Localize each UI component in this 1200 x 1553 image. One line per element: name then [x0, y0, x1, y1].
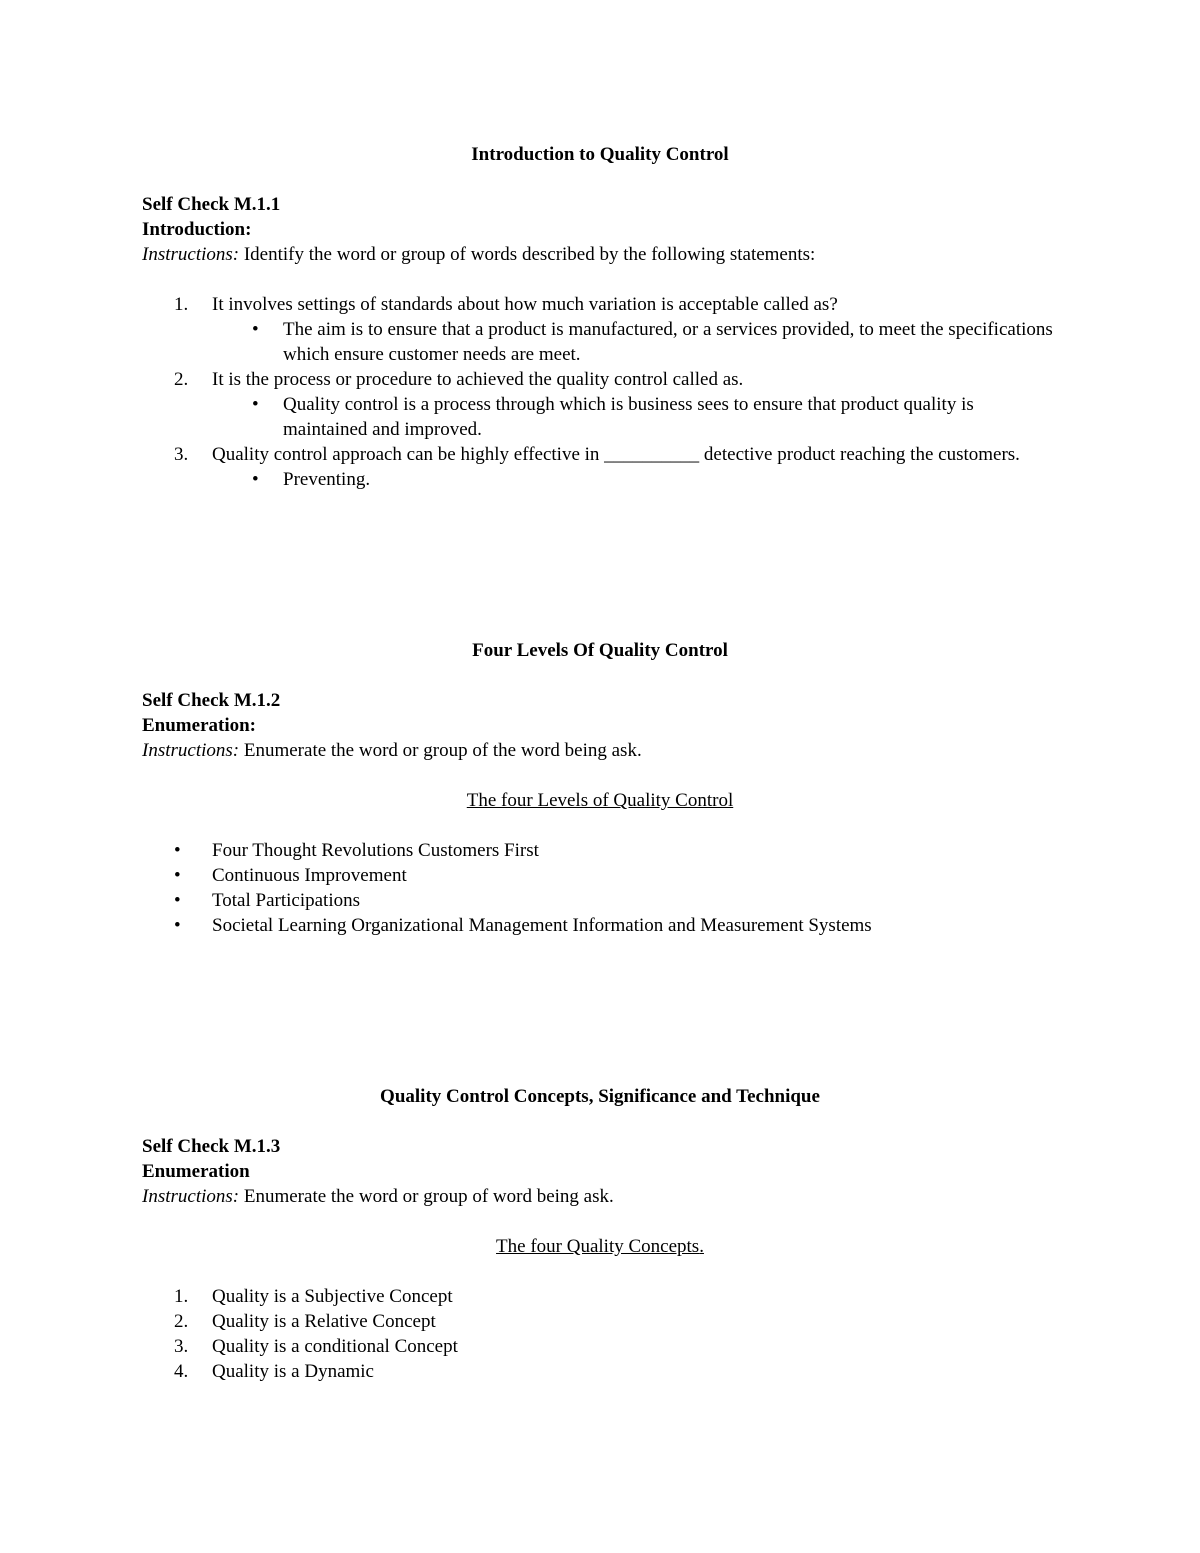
list-item: [142, 838, 1058, 863]
answer-text: The aim is to ensure that a product is manufactured, or a services provided, to meet the specifications which ensure customer needs are meet.: [283, 319, 1053, 365]
question-number: 1.: [174, 294, 189, 315]
list-subheading-text: The four Quality Concepts: [496, 1236, 700, 1257]
instructions: [142, 738, 1058, 763]
instructions-text: Enumerate the word or group of word being ask.: [239, 1186, 614, 1207]
bullet-icon: •: [252, 469, 259, 490]
item-number: 2.: [174, 1311, 189, 1332]
answer-list: [212, 317, 1058, 367]
list-item-text: Four Thought Revolutions Customers First: [212, 840, 539, 861]
list-item: [142, 863, 1058, 888]
answer-list: [212, 392, 1058, 442]
question-item: [142, 367, 1058, 442]
answer-item: [142, 467, 1058, 492]
list-item: [142, 1334, 1058, 1359]
answer-text: Quality control is a process through which is business sees to ensure that product quality is maintained and improved.: [283, 394, 974, 440]
question-item: [142, 292, 1058, 367]
section-title: Four Levels Of Quality Control: [472, 640, 728, 661]
self-check-label: Self Check M.1.2: [142, 690, 281, 711]
instructions-text: Identify the word or group of words described by the following statements:: [239, 244, 816, 265]
self-check-label: Self Check M.1.1: [142, 194, 281, 215]
list-item-text: Quality is a Dynamic: [212, 1361, 374, 1382]
answer-list: [212, 467, 1058, 492]
item-number: 1.: [174, 1286, 189, 1307]
section-title: Quality Control Concepts, Significance and Technique: [380, 1086, 820, 1107]
question-text: It involves settings of standards about how much variation is acceptable called as?: [212, 294, 838, 315]
instructions: [142, 1184, 1058, 1209]
bullet-icon: •: [174, 915, 181, 936]
instructions-text: Enumerate the word or group of the word being ask.: [239, 740, 642, 761]
question-list: [142, 292, 1058, 492]
list-subheading: [142, 1234, 1058, 1259]
list-item-text: Continuous Improvement: [212, 865, 407, 886]
bullet-icon: •: [174, 890, 181, 911]
bullet-icon: •: [174, 865, 181, 886]
list-item: [142, 1309, 1058, 1334]
instructions-lead: Instructions:: [142, 740, 240, 761]
list-item-text: Quality is a conditional Concept: [212, 1336, 458, 1357]
bullet-icon: •: [252, 319, 259, 340]
answer-text: Preventing.: [283, 469, 371, 490]
bullet-icon: •: [252, 394, 259, 415]
levels-list: [142, 838, 1058, 938]
bullet-icon: •: [174, 840, 181, 861]
instructions: [142, 242, 1058, 267]
instructions-lead: Instructions:: [142, 244, 240, 265]
list-item: [142, 1284, 1058, 1309]
question-type-label: Introduction:: [142, 219, 252, 240]
list-subheading-period: .: [699, 1236, 704, 1257]
list-item: [142, 888, 1058, 913]
question-item: [142, 442, 1058, 492]
question-type-label: Enumeration:: [142, 715, 256, 736]
list-item: [142, 1359, 1058, 1384]
question-type-label: Enumeration: [142, 1161, 250, 1182]
section-title: Introduction to Quality Control: [471, 144, 729, 165]
answer-item: [142, 392, 1058, 442]
section-four-levels: [142, 638, 1058, 938]
list-item-text: Quality is a Subjective Concept: [212, 1286, 453, 1307]
question-text: Quality control approach can be highly effective in __________ detective product reaching the customers.: [212, 444, 1020, 465]
concepts-list: [142, 1284, 1058, 1384]
question-number: 3.: [174, 444, 189, 465]
item-number: 3.: [174, 1336, 189, 1357]
instructions-lead: Instructions:: [142, 1186, 240, 1207]
section-introduction: [142, 142, 1058, 492]
list-subheading: The four Levels of Quality Control: [466, 790, 734, 811]
self-check-label: Self Check M.1.3: [142, 1136, 281, 1157]
item-number: 4.: [174, 1361, 189, 1382]
list-item-text: Quality is a Relative Concept: [212, 1311, 436, 1332]
question-text: It is the process or procedure to achieved the quality control called as.: [212, 369, 744, 390]
section-concepts: [142, 1084, 1058, 1384]
list-item: [142, 913, 1058, 938]
list-item-text: Societal Learning Organizational Management Information and Measurement Systems: [212, 915, 872, 936]
question-number: 2.: [174, 369, 189, 390]
list-item-text: Total Participations: [212, 890, 361, 911]
answer-item: [142, 317, 1058, 367]
